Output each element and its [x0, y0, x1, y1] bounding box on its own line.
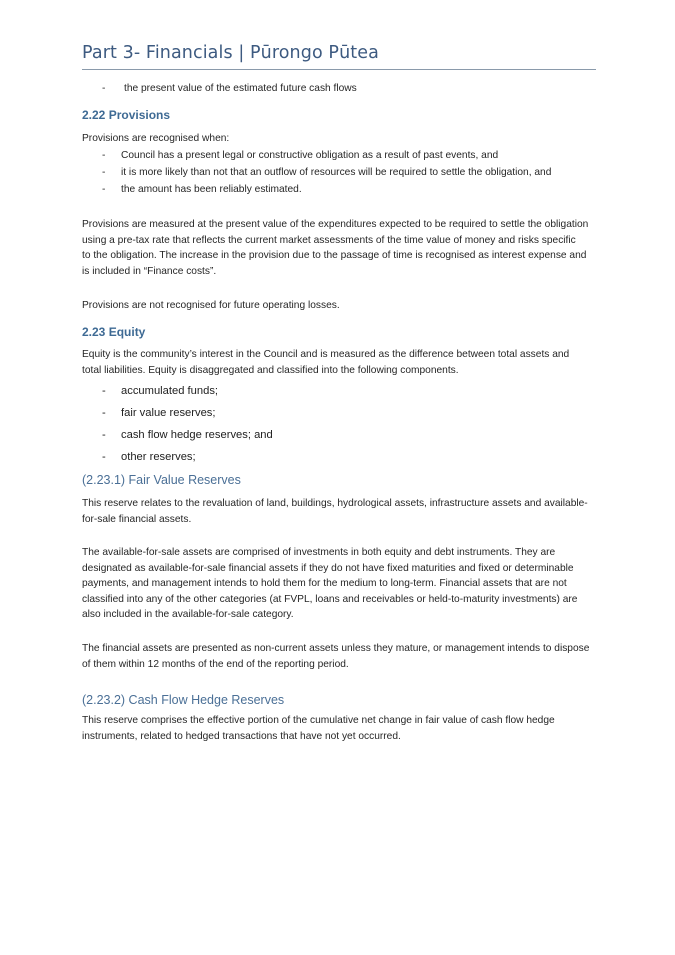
- bullet-dash: -: [102, 167, 106, 178]
- equity-heading: 2.23 Equity: [82, 325, 146, 339]
- text-line: designated as available-for-sale financial assets if they do not have fixed maturities and fixed or determinable: [82, 562, 574, 574]
- text-line: instruments, related to hedged transactions that have not yet occurred.: [82, 730, 401, 742]
- text-line: for-sale financial assets.: [82, 513, 192, 525]
- page-header-title: Part 3- Financials | Pūrongo Pūtea: [82, 43, 379, 63]
- text-line: total liabilities. Equity is disaggregated and classified into the following components.: [82, 364, 459, 376]
- bullet-dash: -: [102, 184, 106, 195]
- text-line: also included in the available-for-sale category.: [82, 609, 294, 620]
- bullet-dash: -: [102, 429, 106, 441]
- text-line: This reserve relates to the revaluation of land, buildings, hydrological assets, infrastructure assets and available-: [82, 498, 588, 509]
- provisions-bullet-text: the amount has been reliably estimated.: [121, 184, 302, 195]
- bullet-dash: -: [102, 150, 106, 161]
- fair-value-heading: (2.23.1) Fair Value Reserves: [82, 473, 241, 487]
- provisions-paragraph-1: [82, 217, 596, 279]
- provisions-lead: Provisions are recognised when:: [82, 133, 230, 144]
- equity-bullet-text: other reserves;: [121, 451, 196, 463]
- text-line: The financial assets are presented as non-current assets unless they mature, or management intends to dispose: [82, 643, 590, 654]
- fair-value-paragraph-1: [82, 496, 596, 527]
- equity-bullet-text: accumulated funds;: [121, 385, 219, 397]
- text-line: of them within 12 months of the end of the reporting period.: [82, 658, 349, 670]
- text-line: This reserve comprises the effective portion of the cumulative net change in fair value of cash flow hedge: [82, 715, 555, 726]
- provisions-paragraph-2: Provisions are not recognised for future operating losses.: [82, 300, 340, 311]
- provisions-bullet-text: it is more likely than not that an outflow of resources will be required to settle the obligation, and: [121, 167, 552, 178]
- text-line: using a pre-tax rate that reflects the current market assessments of the time value of money and risks specific: [82, 234, 576, 246]
- bullet-dash: -: [102, 451, 106, 463]
- cash-flow-heading: (2.23.2) Cash Flow Hedge Reserves: [82, 693, 285, 707]
- text-line: The available-for-sale assets are comprised of investments in both equity and debt instruments. They are: [82, 547, 556, 558]
- provisions-heading: 2.22 Provisions: [82, 108, 171, 122]
- provisions-bullet-text: Council has a present legal or constructive obligation as a result of past events, and: [121, 150, 499, 161]
- text-line: is included in “Finance costs”.: [82, 265, 217, 277]
- text-line: classified into any of the other categories (at FVPL, loans and receivables or held-to-maturity investments) are: [82, 593, 578, 605]
- text-line: Equity is the community’s interest in the Council and is measured as the difference between total assets and: [82, 349, 570, 360]
- bullet-dash: -: [102, 407, 106, 419]
- text-line: Provisions are measured at the present value of the expenditures expected to be required to settle the obligation: [82, 219, 589, 230]
- header-rule: [82, 69, 596, 70]
- bullet-dash: -: [102, 83, 106, 94]
- fair-value-paragraph-3: [82, 641, 596, 672]
- intro-bullet-text: the present value of the estimated future cash flows: [124, 83, 357, 94]
- cash-flow-paragraph: [82, 713, 596, 744]
- equity-bullet-text: fair value reserves;: [121, 407, 216, 419]
- bullet-dash: -: [102, 385, 106, 397]
- text-line: payments, and management intends to hold them for the medium to long-term. Financial assets that are not: [82, 578, 567, 589]
- text-line: to the obligation. The increase in the provision due to the passage of time is recognised as interest expense and: [82, 250, 587, 261]
- equity-paragraph: [82, 347, 596, 378]
- equity-bullet-text: cash flow hedge reserves; and: [121, 429, 273, 441]
- fair-value-paragraph-2: [82, 545, 596, 623]
